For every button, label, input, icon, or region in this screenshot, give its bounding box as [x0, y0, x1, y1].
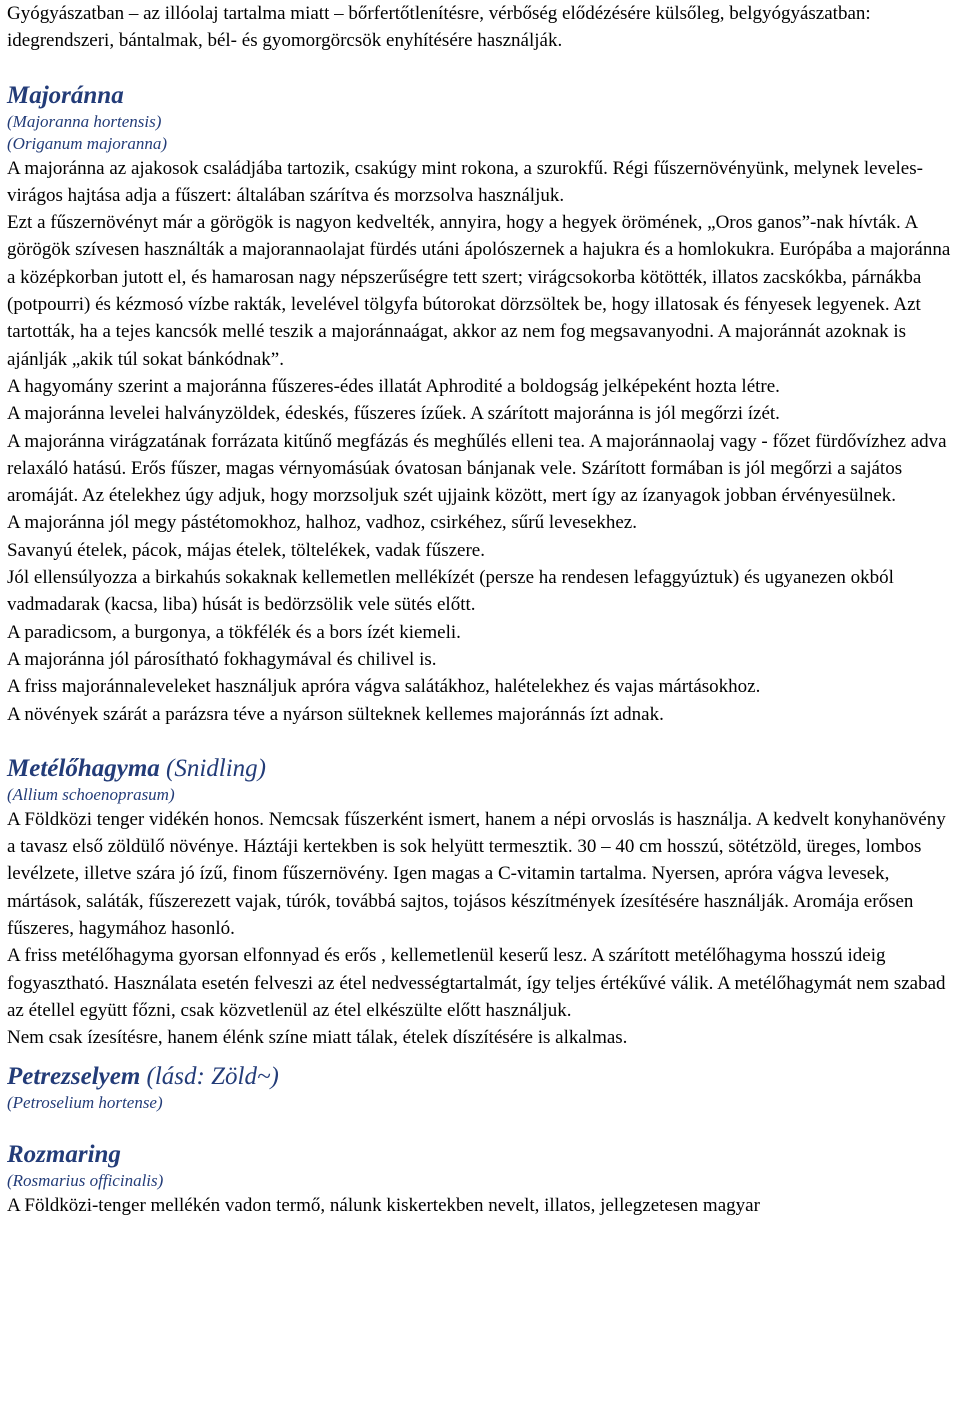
section-majoranna	[7, 81, 957, 728]
latin-name-rozmaring: (Rosmarius officinalis)	[7, 1170, 164, 1190]
rozmaring-paragraph: A Földközi-tenger mellékén vadon termő, nálunk kiskertekben nevelt, illatos, jellegzetesen magyar	[7, 1194, 760, 1216]
majoranna-paragraph: Ezt a fűszernövényt már a görögök is nagyon kedvelték, annyira, hogy a hegyek örömének, „Oros ganos”-nak hívták. A görögök szívesen használták a majorannaolajat fürdés utáni ápolószernek a hajukra és a homlokukra. Európába a majoránna a középkorban jutott el, és hamarosan nagy népszerűségre tett szert; virágcsokorba kötötték, illatos zacskókba, párnákba (potpourri) és kézmosó vízbe rakták, levelével tölgyfa bútorokat dörzsöltek be, hogy illatosak és fényesek legyenek. Azt tartották, ha a tejes kancsók mellé teszik a majoránnaágat, akkor az nem fog megsavanyodni. A majoránnát azoknak is ajánlják „akik túl sokat bánkódnak”.	[7, 212, 951, 370]
heading-petrezselyem	[7, 1062, 957, 1092]
majoranna-paragraph: A majoránna virágzatának forrázata kitűnő megfázás és meghűlés elleni tea. A majoránnaolaj vagy - főzet fürdővízhez adva relaxáló hatású. Erős fűszer, magas vérnyomásúak óvatosan bánjanak vele. Szárított formában is jól megőrzi a sajátos aromáját. Az ételekhez úgy adjuk, hogy morzsoljuk szét ujjaink között, mert így az ízanyagok jobban érvényesülnek.	[7, 430, 947, 507]
heading-petrezselyem-title: Petrezselyem	[7, 1062, 141, 1090]
majoranna-paragraph: A majoránna az ajakosok családjába tartozik, csakúgy mint rokona, a szurokfű. Régi fűszernövényünk, melynek leveles-virágos hajtása adja a fűszert: általában szárítva és morzsolva használjuk.	[7, 157, 923, 206]
majoranna-paragraph: A majoránna levelei halványzöldek, édeskés, fűszeres ízűek. A szárított majoránna is jól megőrzi ízét.	[7, 403, 780, 425]
metelohagyma-paragraph: Nem csak ízesítésre, hanem élénk színe miatt tálak, ételek díszítésére is alkalmas.	[7, 1027, 628, 1049]
majoranna-paragraph: Savanyú ételek, pácok, májas ételek, töltelékek, vadak fűszere.	[7, 539, 485, 561]
heading-metelohagyma-sub: (Snidling)	[166, 754, 267, 782]
latin-name-majoranna-1: (Majoranna hortensis)	[7, 111, 162, 131]
heading-majoranna-title: Majoránna	[7, 81, 124, 109]
section-petrezselyem	[7, 1062, 957, 1114]
heading-rozmaring	[7, 1140, 957, 1170]
metelohagyma-paragraph: A friss metélőhagyma gyorsan elfonnyad és erős , kellemetlenül keserű lesz. A szárított metélőhagyma hosszú ideig fogyasztható. Használata esetén felveszi az étel nedvességtartalmát, így teljes értékűvé válik. A metélőhagymát nem szabad az étellel együtt főzni, csak közvetlenül az étel elkészülte előtt használjuk.	[7, 945, 946, 1021]
heading-metelohagyma	[7, 754, 957, 784]
majoranna-paragraph: A majoránna jól párosítható fokhagymával és chilivel is.	[7, 648, 437, 670]
section-metelohagyma	[7, 754, 957, 1052]
document-page	[7, 0, 957, 1219]
majoranna-paragraph: A paradicsom, a burgonya, a tökfélék és a bors ízét kiemeli.	[7, 621, 461, 643]
latin-name-metelohagyma: (Allium schoenoprasum)	[7, 784, 175, 804]
majoranna-paragraph: A friss majoránnaleveleket használjuk apróra vágva salátákhoz, halételekhez és vajas mártásokhoz.	[7, 676, 761, 698]
metelohagyma-paragraph: A Földközi tenger vidékén honos. Nemcsak fűszerként ismert, hanem a népi orvoslás is használja. A kedvelt konyhanövény a tavasz első zöldülő növénye. Háztáji kertekben is sok helyütt termesztik. 30 – 40 cm hosszú, sötétzöld, üreges, lombos levélzete, illetve szára jó ízű, finom fűszernövény. Igen magas a C-vitamin tartalma. Nyersen, apróra vágva levesek, mártások, saláták, fűszerezett vajak, túrók, továbbá sajtos, tojásos készítmények ízesítésére használják. Aromája erősen fűszeres, hagymához hasonló.	[7, 808, 946, 940]
majoranna-paragraph: A majoránna jól megy pástétomokhoz, halhoz, vadhoz, csirkéhez, sűrű levesekhez.	[7, 512, 637, 534]
majoranna-paragraph: A növények szárát a parázsra téve a nyárson sülteknek kellemes majoránnás ízt adnak.	[7, 703, 664, 725]
heading-petrezselyem-sub: (lásd: Zöld~)	[146, 1062, 279, 1090]
latin-name-petrezselyem: (Petroselium hortense)	[7, 1092, 163, 1112]
majoranna-paragraph: A hagyomány szerint a majoránna fűszeres-édes illatát Aphrodité a boldogság jelképeként hozta létre.	[7, 375, 780, 397]
heading-rozmaring-title: Rozmaring	[7, 1140, 121, 1168]
latin-name-majoranna-2: (Origanum majoranna)	[7, 133, 168, 153]
intro-paragraph: Gyógyászatban – az illóolaj tartalma miatt – bőrfertőtlenítésre, vérbőség elődézésére külsőleg, belgyógyászatban: idegrendszeri, bántalmak, bél- és gyomorgörcsök enyhítésére használják.	[7, 3, 871, 52]
heading-majoranna	[7, 81, 957, 111]
section-rozmaring	[7, 1140, 957, 1219]
heading-metelohagyma-title: Metélőhagyma	[7, 754, 160, 782]
majoranna-paragraph: Jól ellensúlyozza a birkahús sokaknak kellemetlen mellékízét (persze ha rendesen lefaggyúztuk) és ugyanezen okból vadmadarak (kacsa, liba) húsát is bedörzsölik vele sütés előtt.	[7, 567, 894, 616]
